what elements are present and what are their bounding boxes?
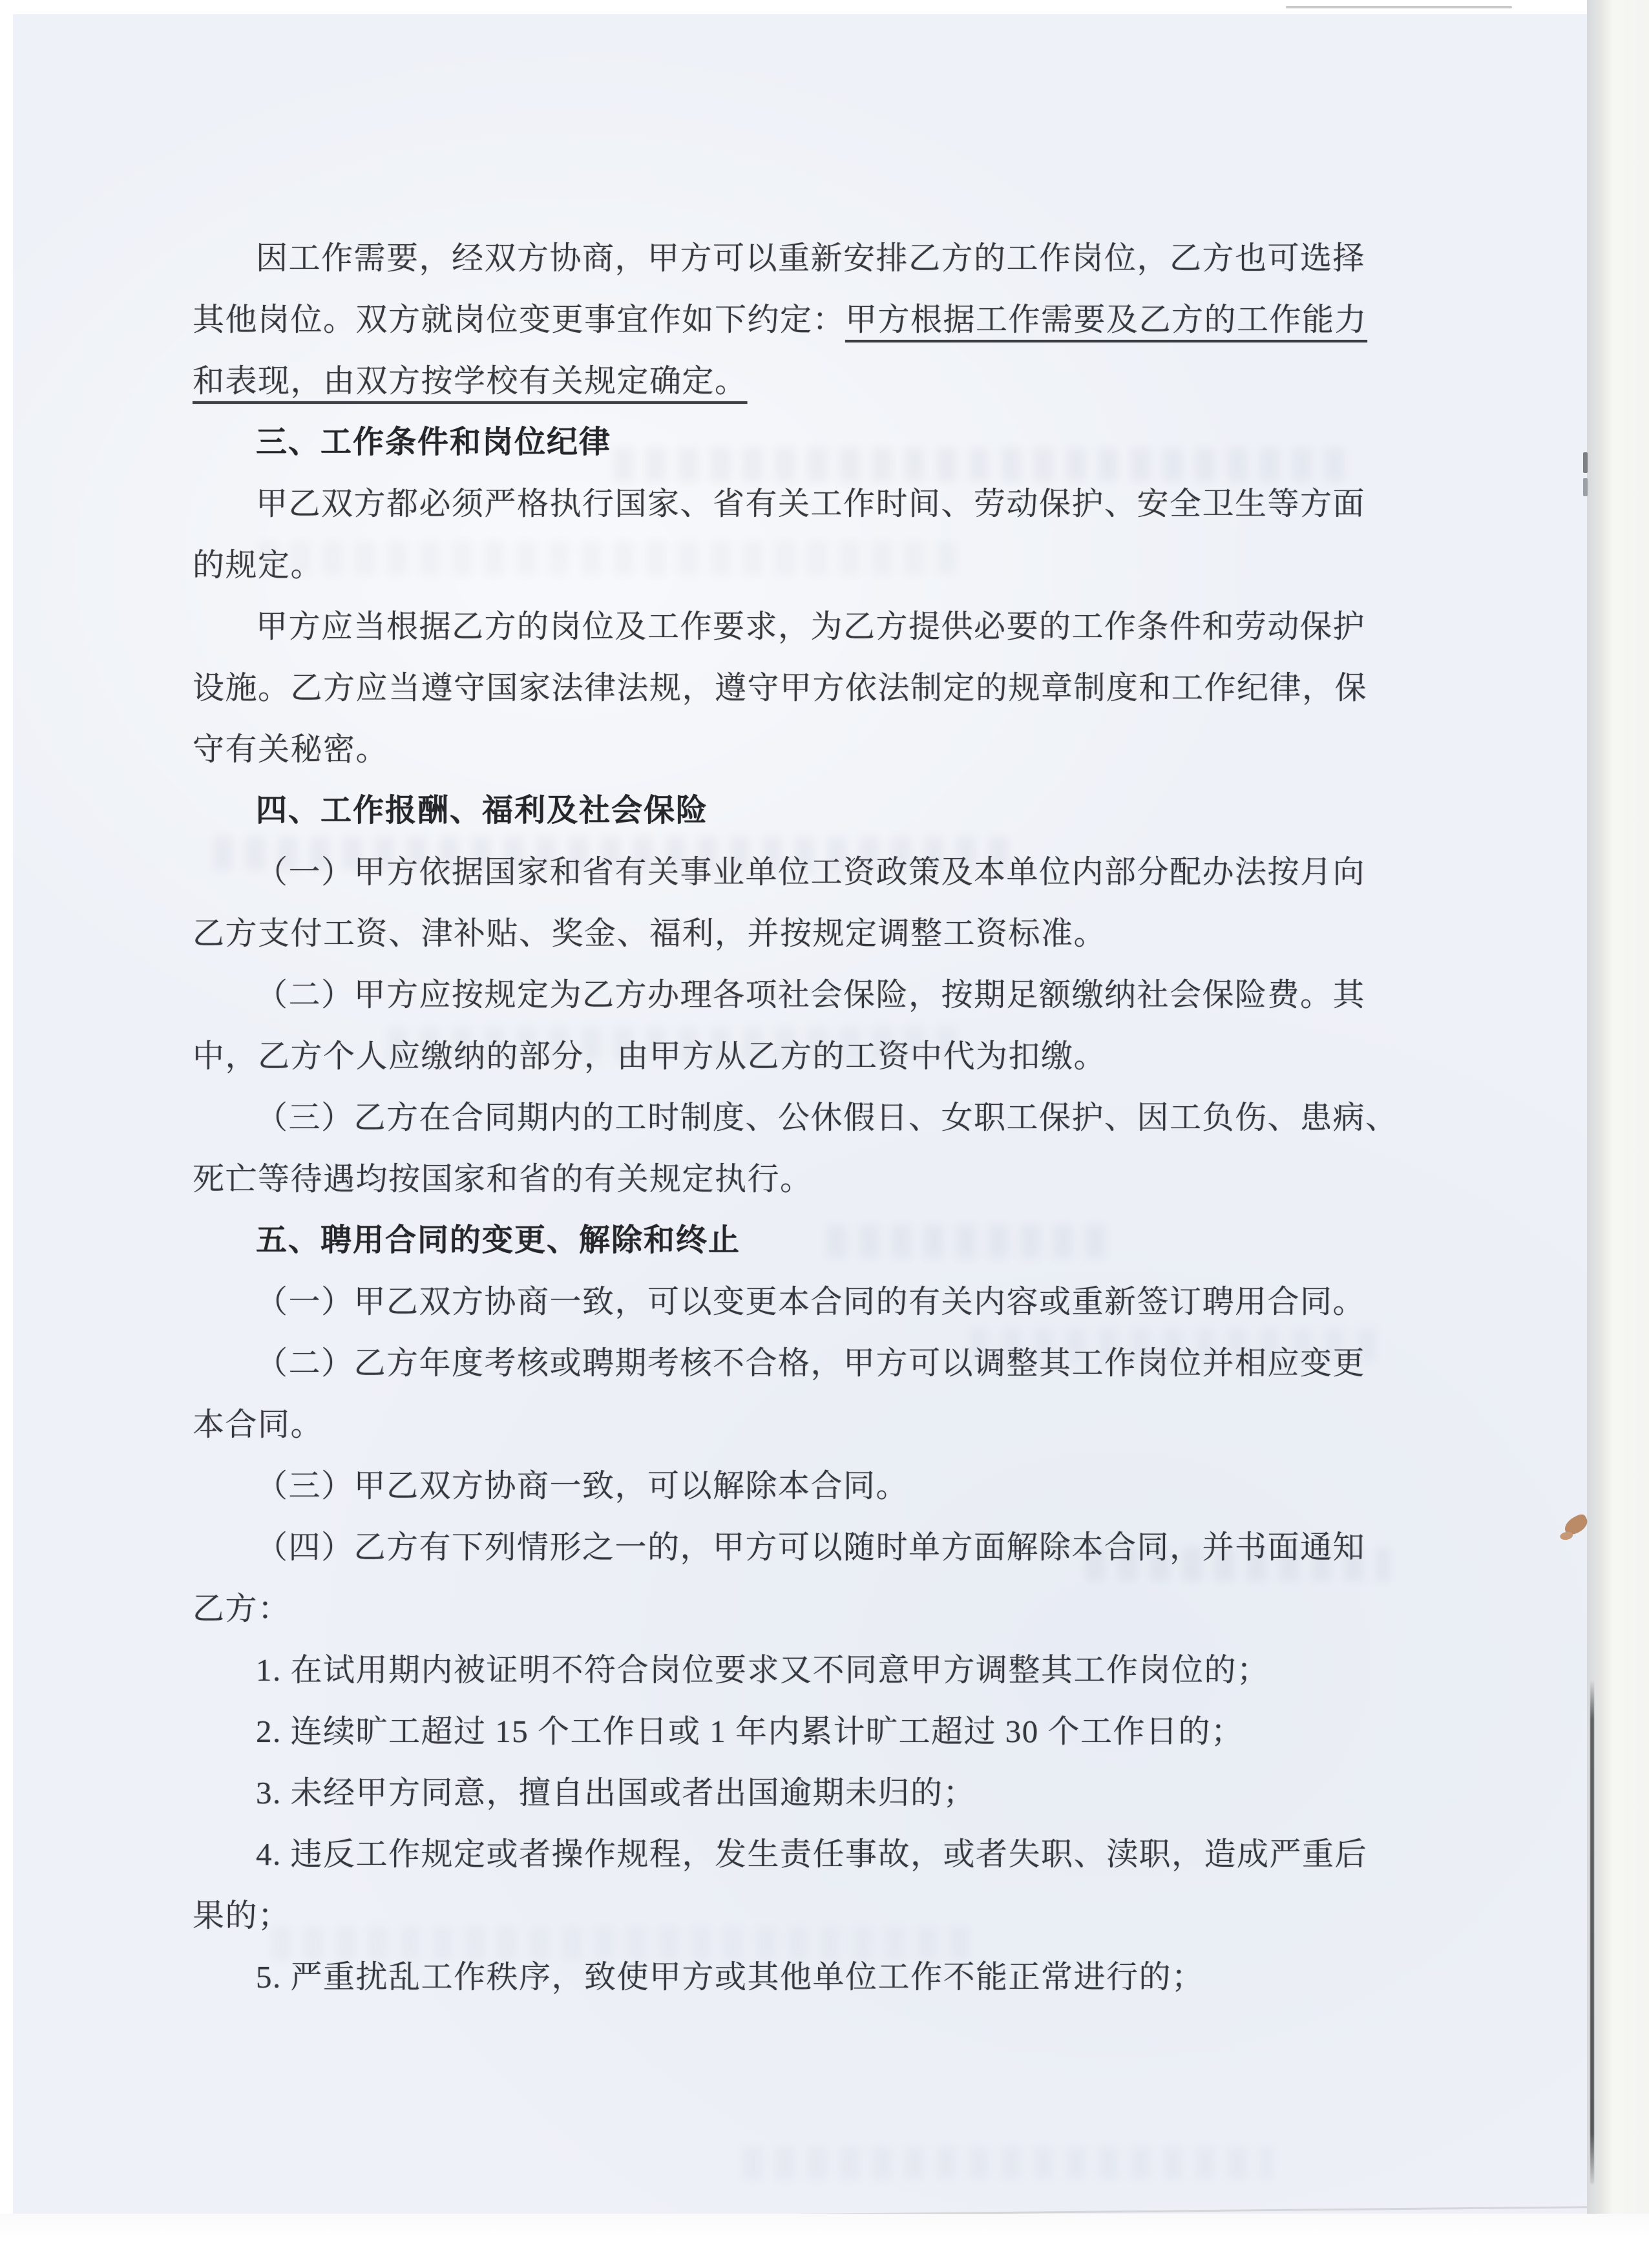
underlined-clause: 甲方根据工作需要及乙方的工作能力 bbox=[845, 302, 1368, 337]
doc-line bbox=[193, 964, 1407, 1025]
line-text: 设施。乙方应当遵守国家法律法规，遵守甲方依法制定的规章制度和工作纪律，保 bbox=[193, 670, 1368, 706]
doc-line bbox=[193, 473, 1407, 534]
numbered-item-2 bbox=[193, 1701, 1407, 1762]
doc-line bbox=[193, 1332, 1407, 1394]
doc-line bbox=[193, 719, 1407, 780]
contract-text-block bbox=[193, 227, 1407, 2008]
line-text: 1. 在试用期内被证明不符合岗位要求又不同意甲方调整其工作岗位的； bbox=[256, 1652, 1270, 1688]
line-text: 守有关秘密。 bbox=[193, 731, 389, 767]
numbered-item-1 bbox=[193, 1639, 1407, 1701]
underlined-clause: 和表现，由双方按学校有关规定确定。 bbox=[193, 363, 748, 399]
line-text: 乙方支付工资、津补贴、奖金、福利，并按规定调整工资标准。 bbox=[193, 916, 1107, 951]
staple-mark bbox=[1582, 452, 1590, 498]
line-text: 五、聘用合同的变更、解除和终止 bbox=[256, 1223, 741, 1257]
line-text: （二）乙方年度考核或聘期考核不合格，甲方可以调整其工作岗位并相应变更 bbox=[256, 1345, 1366, 1381]
line-text: 因工作需要，经双方协商，甲方可以重新安排乙方的工作岗位，乙方也可选择 bbox=[256, 240, 1366, 276]
doc-line bbox=[193, 657, 1407, 719]
line-text: （一）甲方依据国家和省有关事业单位工资政策及本单位内部分配办法按月向 bbox=[256, 854, 1366, 890]
doc-line bbox=[193, 1885, 1407, 1946]
line-text: （三）乙方在合同期内的工时制度、公休假日、女职工保护、因工负伤、患病、 bbox=[256, 1100, 1398, 1135]
line-text: 的规定。 bbox=[193, 547, 324, 583]
numbered-item-5 bbox=[193, 1946, 1407, 2008]
doc-line bbox=[193, 1271, 1407, 1332]
line-text: （二）甲方应按规定为乙方办理各项社会保险，按期足额缴纳社会保险费。其 bbox=[256, 977, 1366, 1013]
line-text: 3. 未经甲方同意，擅自出国或者出国逾期未归的； bbox=[256, 1775, 976, 1811]
doc-line bbox=[193, 841, 1407, 903]
scan-artifact-line bbox=[1286, 6, 1512, 8]
line-text: 果的； bbox=[193, 1898, 291, 1933]
doc-line bbox=[193, 1517, 1407, 1578]
line-text: （一）甲乙双方协商一致，可以变更本合同的有关内容或重新签订聘用合同。 bbox=[256, 1284, 1366, 1319]
doc-line bbox=[193, 1578, 1407, 1639]
line-text: （三）甲乙双方协商一致，可以解除本合同。 bbox=[256, 1468, 909, 1504]
line-text: 甲乙双方都必须严格执行国家、省有关工作时间、劳动保护、安全卫生等方面 bbox=[256, 486, 1366, 521]
line-text: 甲方应当根据乙方的岗位及工作要求，为乙方提供必要的工作条件和劳动保护 bbox=[256, 609, 1366, 644]
doc-line bbox=[193, 350, 1407, 412]
line-text: 三、工作条件和岗位纪律 bbox=[256, 425, 612, 459]
page-right-edge-strip bbox=[1587, 0, 1649, 2268]
line-text: 四、工作报酬、福利及社会保险 bbox=[256, 793, 709, 828]
doc-line bbox=[193, 1455, 1407, 1517]
numbered-item-4 bbox=[193, 1823, 1407, 1885]
scanner-bottom-margin bbox=[0, 2214, 1649, 2268]
doc-line bbox=[193, 227, 1407, 289]
section-heading-4 bbox=[193, 780, 1407, 841]
doc-line bbox=[193, 596, 1407, 657]
line-text: 5. 严重扰乱工作秩序，致使甲方或其他单位工作不能正常进行的； bbox=[256, 1959, 1204, 1995]
line-text: 中，乙方个人应缴纳的部分，由甲方从乙方的工资中代为扣缴。 bbox=[193, 1038, 1107, 1074]
line-text: 本合同。 bbox=[193, 1407, 324, 1442]
doc-line bbox=[193, 1394, 1407, 1455]
line-text: 乙方： bbox=[193, 1591, 291, 1626]
section-heading-3 bbox=[193, 412, 1407, 473]
section-heading-5 bbox=[193, 1210, 1407, 1271]
doc-line bbox=[193, 1025, 1407, 1087]
doc-line bbox=[193, 1087, 1407, 1148]
line-text: 其他岗位。双方就岗位变更事宜作如下约定： bbox=[193, 302, 846, 337]
line-text: 2. 连续旷工超过 15 个工作日或 1 年内累计旷工超过 30 个工作日的； bbox=[256, 1714, 1244, 1749]
line-text: 死亡等待遇均按国家和省的有关规定执行。 bbox=[193, 1161, 813, 1197]
binding-edge-shadow bbox=[1590, 1680, 1594, 2184]
doc-line bbox=[193, 1148, 1407, 1210]
doc-line bbox=[193, 534, 1407, 596]
doc-line bbox=[193, 289, 1407, 350]
numbered-item-3 bbox=[193, 1762, 1407, 1823]
line-text: （四）乙方有下列情形之一的，甲方可以随时单方面解除本合同，并书面通知 bbox=[256, 1529, 1366, 1565]
line-text: 4. 违反工作规定或者操作规程，发生责任事故，或者失职、渎职，造成严重后 bbox=[256, 1836, 1368, 1872]
doc-line bbox=[193, 903, 1407, 964]
